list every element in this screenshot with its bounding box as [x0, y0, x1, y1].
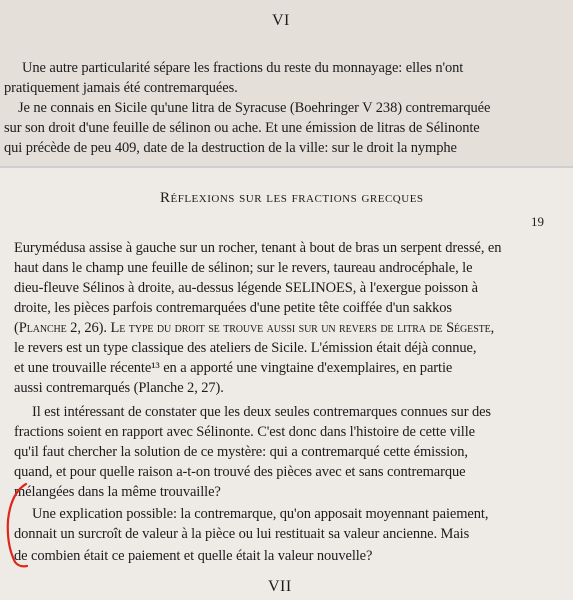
text-line: Il est intéressant de constater que les deux seules contremarques connues sur des	[32, 404, 491, 420]
text-line: pratiquement jamais été contremarquées.	[4, 80, 238, 96]
text-line: droite, les pièces parfois contremarquées d'une petite tête coiffée d'un sakkos	[14, 300, 452, 316]
page-number: 19	[531, 214, 544, 229]
bottom-page-scan	[0, 168, 573, 600]
section-number-vi: VI	[272, 12, 290, 29]
text-line: dieu-fleuve Sélinos à droite, au-dessus légende SELINOES, à l'exergue poisson à	[14, 280, 478, 296]
text-line: le revers est un type classique des ateliers de Sicile. L'émission était déjà connue,	[14, 340, 477, 356]
text-line: Eurymédusa assise à gauche sur un rocher, tenant à bout de bras un serpent dressé, en	[14, 240, 502, 256]
top-page-scan	[0, 0, 573, 166]
running-head: Réflexions sur les fractions grecques	[160, 190, 424, 206]
text-line: qui précède de peu 409, date de la destruction de la ville: sur le droit la nymphe	[4, 140, 457, 156]
text-line: haut dans le champ une feuille de sélinon; sur le revers, taureau androcéphale, le	[14, 260, 473, 276]
text-line: Je ne connais en Sicile qu'une litra de Syracuse (Boehringer V 238) contremarquée	[18, 100, 491, 116]
text-line: quand, et pour quelle raison a-t-on trouvé des pièces avec et sans contremarque	[14, 464, 466, 480]
text-line: de combien était ce paiement et quelle était la valeur nouvelle?	[14, 548, 373, 564]
text-line: sur son droit d'une feuille de sélinon ou ache. Et une émission de litras de Sélinonte	[4, 120, 480, 136]
text-line: mélangées dans la même trouvaille?	[14, 484, 221, 500]
section-number-vii: VII	[268, 578, 292, 595]
text-line: et une trouvaille récente¹³ en a apporté une vingtaine d'exemplaires, en partie	[14, 360, 453, 376]
text-line: fractions soient en rapport avec Sélinonte. C'est donc dans l'histoire de cette ville	[14, 424, 475, 440]
text-line: aussi contremarqués (Planche 2, 27).	[14, 380, 224, 396]
text-line: donnait un surcroît de valeur à la pièce ou lui restituait sa valeur ancienne. Mais	[14, 526, 470, 542]
text-line: qu'il faut chercher la solution de ce mystère: qui a contremarqué cette émission,	[14, 444, 468, 460]
text-line: Une autre particularité sépare les fractions du reste du monnayage: elles n'ont	[22, 60, 464, 76]
text-line: (Planche 2, 26). Le type du droit se trouve aussi sur un revers de litra de Ségeste,	[14, 320, 495, 336]
text-line: Une explication possible: la contremarque, qu'on apposait moyennant paiement,	[32, 506, 489, 522]
